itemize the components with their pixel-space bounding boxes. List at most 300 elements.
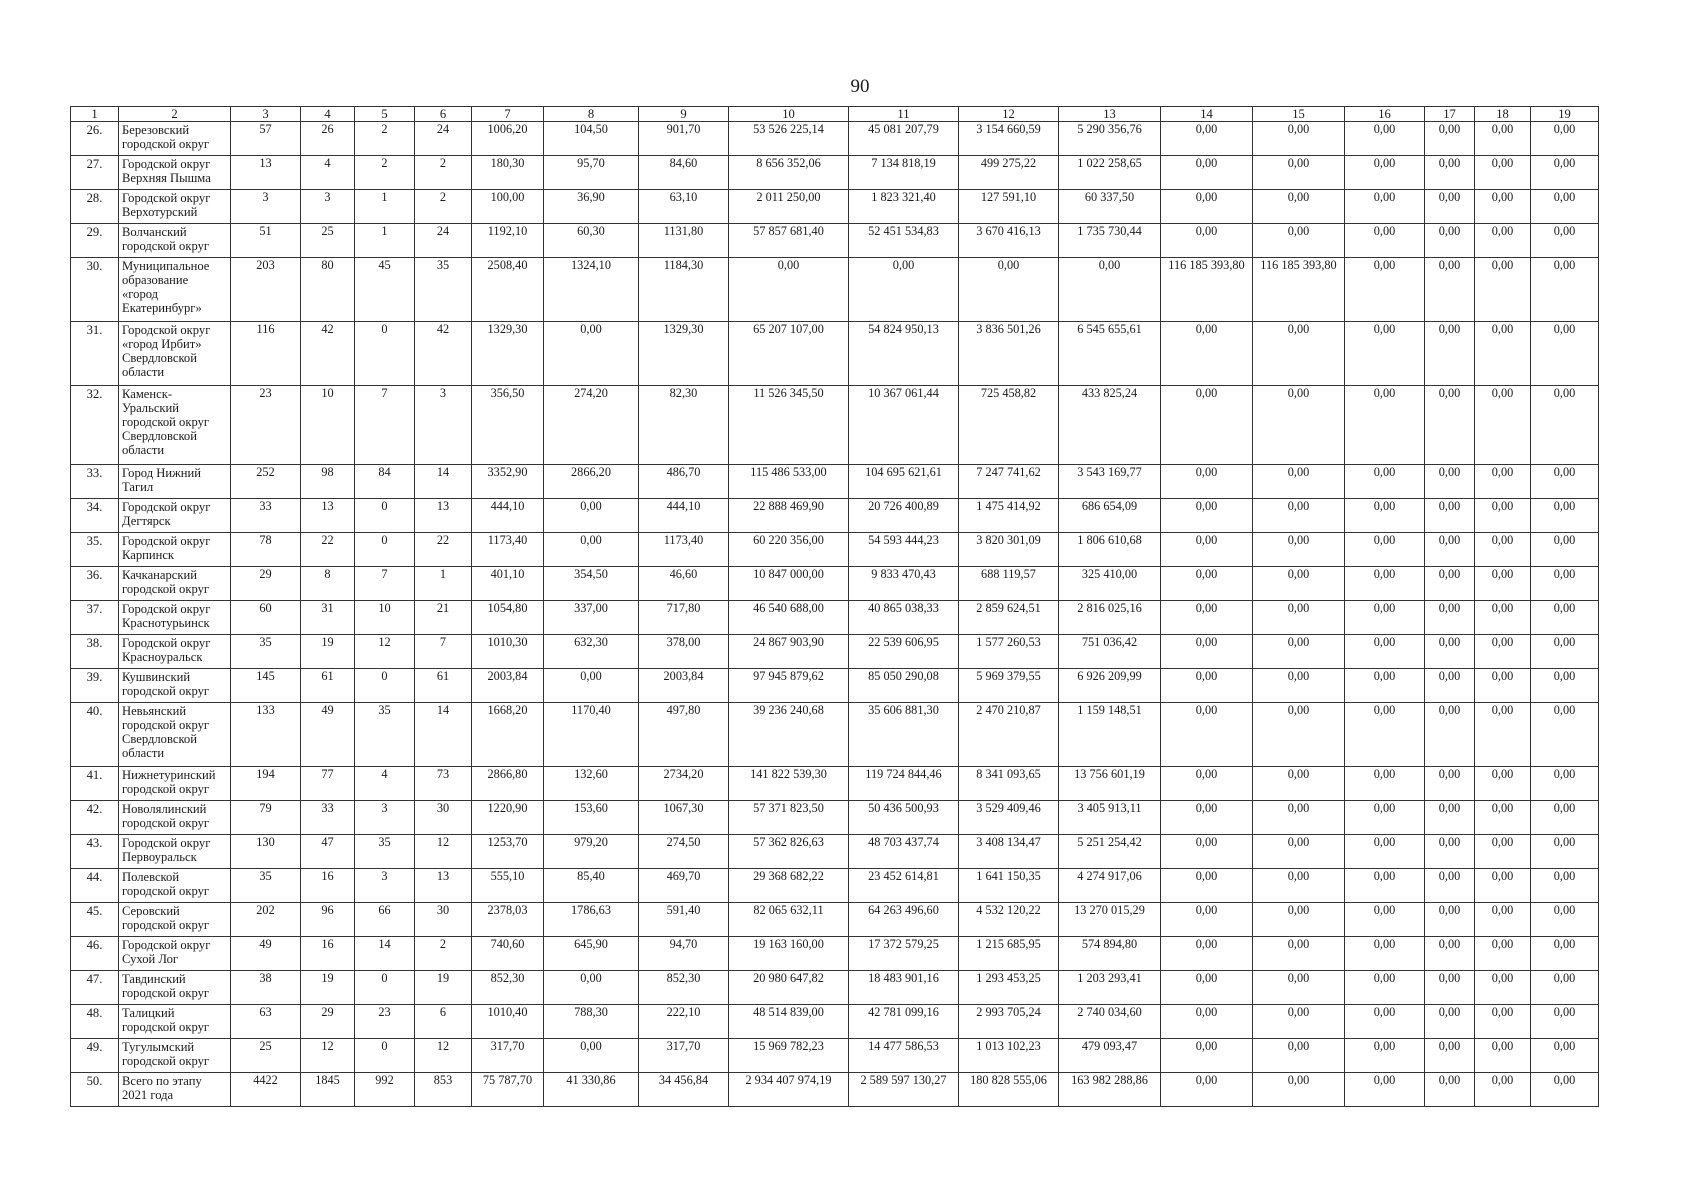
cell-value: 2866,20 — [544, 465, 639, 499]
cell-value: 0,00 — [1345, 801, 1425, 835]
cell-value: 63,10 — [639, 190, 729, 224]
cell-value: 0,00 — [1475, 533, 1531, 567]
cell-value: 0,00 — [1425, 1039, 1475, 1073]
cell-value: 38 — [231, 971, 301, 1005]
cell-value: 3 529 409,46 — [959, 801, 1059, 835]
cell-value: 0,00 — [1475, 465, 1531, 499]
cell-value: 0,00 — [1345, 224, 1425, 258]
row-number: 35. — [71, 533, 119, 567]
cell-value: 0,00 — [1531, 971, 1599, 1005]
municipality-name: Городской округ Сухой Лог — [119, 937, 231, 971]
cell-value: 0,00 — [1531, 869, 1599, 903]
table-row — [71, 156, 1599, 190]
table-row — [71, 601, 1599, 635]
cell-value: 1192,10 — [472, 224, 544, 258]
cell-value: 2 934 407 974,19 — [729, 1073, 849, 1107]
cell-value: 0,00 — [1531, 122, 1599, 156]
cell-value: 0,00 — [1475, 903, 1531, 937]
cell-value: 0,00 — [544, 499, 639, 533]
cell-value: 141 822 539,30 — [729, 767, 849, 801]
cell-value: 0,00 — [544, 322, 639, 386]
cell-value: 29 — [231, 567, 301, 601]
cell-value: 0,00 — [1425, 1073, 1475, 1107]
table-row — [71, 903, 1599, 937]
cell-value: 2003,84 — [639, 669, 729, 703]
municipality-name: Каменск-Уральский городской округ Свердловской области — [119, 386, 231, 465]
cell-value: 0,00 — [1161, 224, 1253, 258]
cell-value: 0,00 — [1531, 903, 1599, 937]
column-header: 13 — [1059, 107, 1161, 122]
cell-value: 25 — [301, 224, 355, 258]
cell-value: 0,00 — [544, 1039, 639, 1073]
cell-value: 3 — [355, 801, 415, 835]
cell-value: 3 670 416,13 — [959, 224, 1059, 258]
cell-value: 0,00 — [1475, 937, 1531, 971]
cell-value: 0,00 — [1253, 567, 1345, 601]
cell-value: 0,00 — [1425, 156, 1475, 190]
cell-value: 35 — [415, 258, 472, 322]
cell-value: 180 828 555,06 — [959, 1073, 1059, 1107]
cell-value: 65 207 107,00 — [729, 322, 849, 386]
cell-value: 0,00 — [1531, 635, 1599, 669]
cell-value: 22 888 469,90 — [729, 499, 849, 533]
cell-value: 2 — [415, 937, 472, 971]
table-row — [71, 322, 1599, 386]
table-row — [71, 567, 1599, 601]
cell-value: 1006,20 — [472, 122, 544, 156]
row-number: 30. — [71, 258, 119, 322]
municipality-name: Городской округ Карпинск — [119, 533, 231, 567]
row-number: 39. — [71, 669, 119, 703]
cell-value: 0,00 — [1531, 322, 1599, 386]
cell-value: 2 589 597 130,27 — [849, 1073, 959, 1107]
cell-value: 0,00 — [1345, 258, 1425, 322]
cell-value: 1010,30 — [472, 635, 544, 669]
cell-value: 1 823 321,40 — [849, 190, 959, 224]
cell-value: 0,00 — [1345, 499, 1425, 533]
cell-value: 1 022 258,65 — [1059, 156, 1161, 190]
cell-value: 1173,40 — [639, 533, 729, 567]
cell-value: 61 — [415, 669, 472, 703]
cell-value: 0,00 — [1531, 767, 1599, 801]
table-row — [71, 703, 1599, 767]
column-header: 5 — [355, 107, 415, 122]
municipality-name: Городской округ Верхотурский — [119, 190, 231, 224]
cell-value: 0,00 — [729, 258, 849, 322]
cell-value: 115 486 533,00 — [729, 465, 849, 499]
cell-value: 133 — [231, 703, 301, 767]
cell-value: 30 — [415, 903, 472, 937]
table-row — [71, 669, 1599, 703]
cell-value: 0,00 — [1345, 533, 1425, 567]
cell-value: 24 867 903,90 — [729, 635, 849, 669]
table-row — [71, 835, 1599, 869]
cell-value: 30 — [415, 801, 472, 835]
cell-value: 163 982 288,86 — [1059, 1073, 1161, 1107]
cell-value: 1 013 102,23 — [959, 1039, 1059, 1073]
cell-value: 0,00 — [1425, 190, 1475, 224]
column-header: 4 — [301, 107, 355, 122]
cell-value: 12 — [301, 1039, 355, 1073]
cell-value: 19 — [415, 971, 472, 1005]
cell-value: 2378,03 — [472, 903, 544, 937]
column-header: 2 — [119, 107, 231, 122]
cell-value: 274,20 — [544, 386, 639, 465]
cell-value: 33 — [301, 801, 355, 835]
column-header: 8 — [544, 107, 639, 122]
table-row — [71, 635, 1599, 669]
cell-value: 0,00 — [1345, 903, 1425, 937]
table-row — [71, 190, 1599, 224]
cell-value: 42 781 099,16 — [849, 1005, 959, 1039]
table-row — [71, 386, 1599, 465]
cell-value: 0,00 — [1345, 386, 1425, 465]
municipality-name: Полевской городской округ — [119, 869, 231, 903]
cell-value: 3 405 913,11 — [1059, 801, 1161, 835]
cell-value: 10 847 000,00 — [729, 567, 849, 601]
cell-value: 29 — [301, 1005, 355, 1039]
cell-value: 145 — [231, 669, 301, 703]
cell-value: 6 926 209,99 — [1059, 669, 1161, 703]
cell-value: 7 247 741,62 — [959, 465, 1059, 499]
cell-value: 3 543 169,77 — [1059, 465, 1161, 499]
cell-value: 48 514 839,00 — [729, 1005, 849, 1039]
cell-value: 0,00 — [1161, 903, 1253, 937]
cell-value: 0,00 — [544, 533, 639, 567]
cell-value: 0,00 — [1253, 971, 1345, 1005]
cell-value: 0,00 — [1425, 601, 1475, 635]
cell-value: 0,00 — [1531, 1039, 1599, 1073]
cell-value: 0,00 — [1161, 386, 1253, 465]
cell-value: 2866,80 — [472, 767, 544, 801]
column-header: 19 — [1531, 107, 1599, 122]
cell-value: 23 — [231, 386, 301, 465]
row-number: 47. — [71, 971, 119, 1005]
table-row — [71, 122, 1599, 156]
cell-value: 0,00 — [1425, 499, 1475, 533]
cell-value: 7 134 818,19 — [849, 156, 959, 190]
cell-value: 15 969 782,23 — [729, 1039, 849, 1073]
cell-value: 274,50 — [639, 835, 729, 869]
cell-value: 1324,10 — [544, 258, 639, 322]
cell-value: 0,00 — [1345, 156, 1425, 190]
cell-value: 0,00 — [1161, 499, 1253, 533]
cell-value: 13 — [415, 869, 472, 903]
cell-value: 3 408 134,47 — [959, 835, 1059, 869]
cell-value: 1668,20 — [472, 703, 544, 767]
cell-value: 60 220 356,00 — [729, 533, 849, 567]
cell-value: 119 724 844,46 — [849, 767, 959, 801]
data-table — [70, 106, 1599, 1107]
cell-value: 1 475 414,92 — [959, 499, 1059, 533]
cell-value: 0,00 — [1161, 635, 1253, 669]
cell-value: 0,00 — [1253, 835, 1345, 869]
cell-value: 8 656 352,06 — [729, 156, 849, 190]
cell-value: 5 290 356,76 — [1059, 122, 1161, 156]
row-number: 31. — [71, 322, 119, 386]
cell-value: 0,00 — [1531, 258, 1599, 322]
cell-value: 2 011 250,00 — [729, 190, 849, 224]
cell-value: 29 368 682,22 — [729, 869, 849, 903]
municipality-name: Городской округ Верхняя Пышма — [119, 156, 231, 190]
cell-value: 2 — [415, 190, 472, 224]
cell-value: 0,00 — [1161, 322, 1253, 386]
cell-value: 317,70 — [639, 1039, 729, 1073]
cell-value: 337,00 — [544, 601, 639, 635]
cell-value: 3 154 660,59 — [959, 122, 1059, 156]
municipality-name: Новолялинский городской округ — [119, 801, 231, 835]
cell-value: 0,00 — [1253, 156, 1345, 190]
cell-value: 0,00 — [1253, 669, 1345, 703]
cell-value: 0,00 — [1531, 835, 1599, 869]
cell-value: 479 093,47 — [1059, 1039, 1161, 1073]
cell-value: 0,00 — [1475, 669, 1531, 703]
municipality-name: Городской округ Красноуральск — [119, 635, 231, 669]
cell-value: 717,80 — [639, 601, 729, 635]
cell-value: 0,00 — [1253, 1005, 1345, 1039]
row-number: 50. — [71, 1073, 119, 1107]
cell-value: 0,00 — [1531, 1005, 1599, 1039]
cell-value: 16 — [301, 869, 355, 903]
cell-value: 78 — [231, 533, 301, 567]
cell-value: 11 526 345,50 — [729, 386, 849, 465]
cell-value: 66 — [355, 903, 415, 937]
cell-value: 0 — [355, 322, 415, 386]
cell-value: 194 — [231, 767, 301, 801]
cell-value: 20 726 400,89 — [849, 499, 959, 533]
cell-value: 0,00 — [1531, 156, 1599, 190]
cell-value: 0,00 — [1253, 601, 1345, 635]
cell-value: 41 330,86 — [544, 1073, 639, 1107]
cell-value: 0,00 — [1161, 801, 1253, 835]
cell-value: 686 654,09 — [1059, 499, 1161, 533]
cell-value: 252 — [231, 465, 301, 499]
cell-value: 84 — [355, 465, 415, 499]
row-number: 37. — [71, 601, 119, 635]
cell-value: 325 410,00 — [1059, 567, 1161, 601]
cell-value: 0,00 — [1345, 669, 1425, 703]
cell-value: 354,50 — [544, 567, 639, 601]
table-row — [71, 971, 1599, 1005]
cell-value: 1170,40 — [544, 703, 639, 767]
cell-value: 4422 — [231, 1073, 301, 1107]
cell-value: 0,00 — [1425, 122, 1475, 156]
cell-value: 3 836 501,26 — [959, 322, 1059, 386]
cell-value: 356,50 — [472, 386, 544, 465]
cell-value: 645,90 — [544, 937, 639, 971]
cell-value: 555,10 — [472, 869, 544, 903]
cell-value: 0,00 — [1425, 533, 1475, 567]
cell-value: 203 — [231, 258, 301, 322]
row-number: 29. — [71, 224, 119, 258]
cell-value: 0,00 — [1475, 156, 1531, 190]
table-row — [71, 767, 1599, 801]
column-header: 3 — [231, 107, 301, 122]
cell-value: 1329,30 — [639, 322, 729, 386]
cell-value: 1329,30 — [472, 322, 544, 386]
table-row — [71, 224, 1599, 258]
cell-value: 60,30 — [544, 224, 639, 258]
cell-value: 0,00 — [1253, 224, 1345, 258]
cell-value: 57 — [231, 122, 301, 156]
cell-value: 35 — [355, 703, 415, 767]
cell-value: 0,00 — [1475, 190, 1531, 224]
cell-value: 1786,63 — [544, 903, 639, 937]
cell-value: 0,00 — [1161, 1073, 1253, 1107]
cell-value: 0,00 — [1253, 801, 1345, 835]
cell-value: 0,00 — [1161, 767, 1253, 801]
table-row — [71, 937, 1599, 971]
cell-value: 19 — [301, 971, 355, 1005]
cell-value: 992 — [355, 1073, 415, 1107]
cell-value: 2 — [355, 156, 415, 190]
cell-value: 0,00 — [1425, 903, 1475, 937]
cell-value: 1067,30 — [639, 801, 729, 835]
cell-value: 0,00 — [1425, 224, 1475, 258]
cell-value: 0,00 — [1059, 258, 1161, 322]
cell-value: 317,70 — [472, 1039, 544, 1073]
cell-value: 1 — [355, 190, 415, 224]
cell-value: 0,00 — [1531, 386, 1599, 465]
cell-value: 688 119,57 — [959, 567, 1059, 601]
column-header: 18 — [1475, 107, 1531, 122]
column-header: 9 — [639, 107, 729, 122]
cell-value: 0,00 — [959, 258, 1059, 322]
municipality-name: Городской округ Дегтярск — [119, 499, 231, 533]
municipality-name: Городской округ Краснотурьинск — [119, 601, 231, 635]
column-header: 10 — [729, 107, 849, 122]
municipality-name: Город Нижний Тагил — [119, 465, 231, 499]
cell-value: 740,60 — [472, 937, 544, 971]
cell-value: 6 — [415, 1005, 472, 1039]
cell-value: 22 — [301, 533, 355, 567]
cell-value: 61 — [301, 669, 355, 703]
cell-value: 0,00 — [1425, 258, 1475, 322]
cell-value: 0,00 — [1425, 971, 1475, 1005]
cell-value: 0,00 — [1161, 937, 1253, 971]
cell-value: 0,00 — [1253, 1073, 1345, 1107]
cell-value: 104 695 621,61 — [849, 465, 959, 499]
cell-value: 7 — [415, 635, 472, 669]
cell-value: 0,00 — [1475, 767, 1531, 801]
cell-value: 132,60 — [544, 767, 639, 801]
cell-value: 46 540 688,00 — [729, 601, 849, 635]
cell-value: 0,00 — [1345, 635, 1425, 669]
table-row — [71, 1039, 1599, 1073]
cell-value: 5 969 379,55 — [959, 669, 1059, 703]
cell-value: 7 — [355, 567, 415, 601]
cell-value: 0,00 — [1531, 703, 1599, 767]
row-number: 49. — [71, 1039, 119, 1073]
municipality-name: Волчанский городской округ — [119, 224, 231, 258]
municipality-name: Талицкий городской округ — [119, 1005, 231, 1039]
cell-value: 1010,40 — [472, 1005, 544, 1039]
cell-value: 0,00 — [1345, 567, 1425, 601]
cell-value: 8 — [301, 567, 355, 601]
cell-value: 0,00 — [1253, 903, 1345, 937]
municipality-name: Городской округ Первоуральск — [119, 835, 231, 869]
cell-value: 116 185 393,80 — [1161, 258, 1253, 322]
cell-value: 0,00 — [1253, 322, 1345, 386]
cell-value: 95,70 — [544, 156, 639, 190]
cell-value: 4 532 120,22 — [959, 903, 1059, 937]
cell-value: 54 824 950,13 — [849, 322, 959, 386]
row-number: 46. — [71, 937, 119, 971]
cell-value: 852,30 — [472, 971, 544, 1005]
cell-value: 36,90 — [544, 190, 639, 224]
cell-value: 42 — [415, 322, 472, 386]
cell-value: 0,00 — [1425, 869, 1475, 903]
cell-value: 12 — [415, 835, 472, 869]
cell-value: 0,00 — [1345, 601, 1425, 635]
cell-value: 2 470 210,87 — [959, 703, 1059, 767]
column-header: 15 — [1253, 107, 1345, 122]
cell-value: 0,00 — [1531, 1073, 1599, 1107]
cell-value: 0,00 — [1161, 1039, 1253, 1073]
cell-value: 23 452 614,81 — [849, 869, 959, 903]
table-row — [71, 499, 1599, 533]
cell-value: 33 — [231, 499, 301, 533]
cell-value: 0,00 — [1425, 1005, 1475, 1039]
cell-value: 14 477 586,53 — [849, 1039, 959, 1073]
cell-value: 49 — [231, 937, 301, 971]
cell-value: 1054,80 — [472, 601, 544, 635]
table-row — [71, 258, 1599, 322]
cell-value: 82,30 — [639, 386, 729, 465]
cell-value: 13 270 015,29 — [1059, 903, 1161, 937]
table-row — [71, 533, 1599, 567]
cell-value: 632,30 — [544, 635, 639, 669]
cell-value: 0,00 — [1345, 1039, 1425, 1073]
cell-value: 51 — [231, 224, 301, 258]
cell-value: 853 — [415, 1073, 472, 1107]
column-header: 6 — [415, 107, 472, 122]
cell-value: 13 — [415, 499, 472, 533]
cell-value: 0,00 — [1253, 869, 1345, 903]
cell-value: 0,00 — [1161, 156, 1253, 190]
cell-value: 0,00 — [1475, 1005, 1531, 1039]
cell-value: 0,00 — [1475, 122, 1531, 156]
cell-value: 0,00 — [1531, 567, 1599, 601]
cell-value: 1 — [415, 567, 472, 601]
cell-value: 1 293 453,25 — [959, 971, 1059, 1005]
cell-value: 22 — [415, 533, 472, 567]
row-number: 33. — [71, 465, 119, 499]
cell-value: 202 — [231, 903, 301, 937]
cell-value: 1 215 685,95 — [959, 937, 1059, 971]
cell-value: 14 — [415, 465, 472, 499]
cell-value: 0,00 — [1345, 1005, 1425, 1039]
cell-value: 13 756 601,19 — [1059, 767, 1161, 801]
cell-value: 40 865 038,33 — [849, 601, 959, 635]
municipality-name: Городской округ «город Ирбит» Свердловской области — [119, 322, 231, 386]
cell-value: 0,00 — [1253, 465, 1345, 499]
row-number: 36. — [71, 567, 119, 601]
page-number: 90 — [850, 76, 870, 97]
cell-value: 49 — [301, 703, 355, 767]
municipality-name: Качканарский городской округ — [119, 567, 231, 601]
cell-value: 0,00 — [1161, 1005, 1253, 1039]
cell-value: 35 606 881,30 — [849, 703, 959, 767]
cell-value: 0,00 — [1345, 937, 1425, 971]
cell-value: 0,00 — [1475, 258, 1531, 322]
cell-value: 130 — [231, 835, 301, 869]
cell-value: 1 203 293,41 — [1059, 971, 1161, 1005]
cell-value: 574 894,80 — [1059, 937, 1161, 971]
cell-value: 0,00 — [1161, 122, 1253, 156]
cell-value: 19 — [301, 635, 355, 669]
row-number: 44. — [71, 869, 119, 903]
